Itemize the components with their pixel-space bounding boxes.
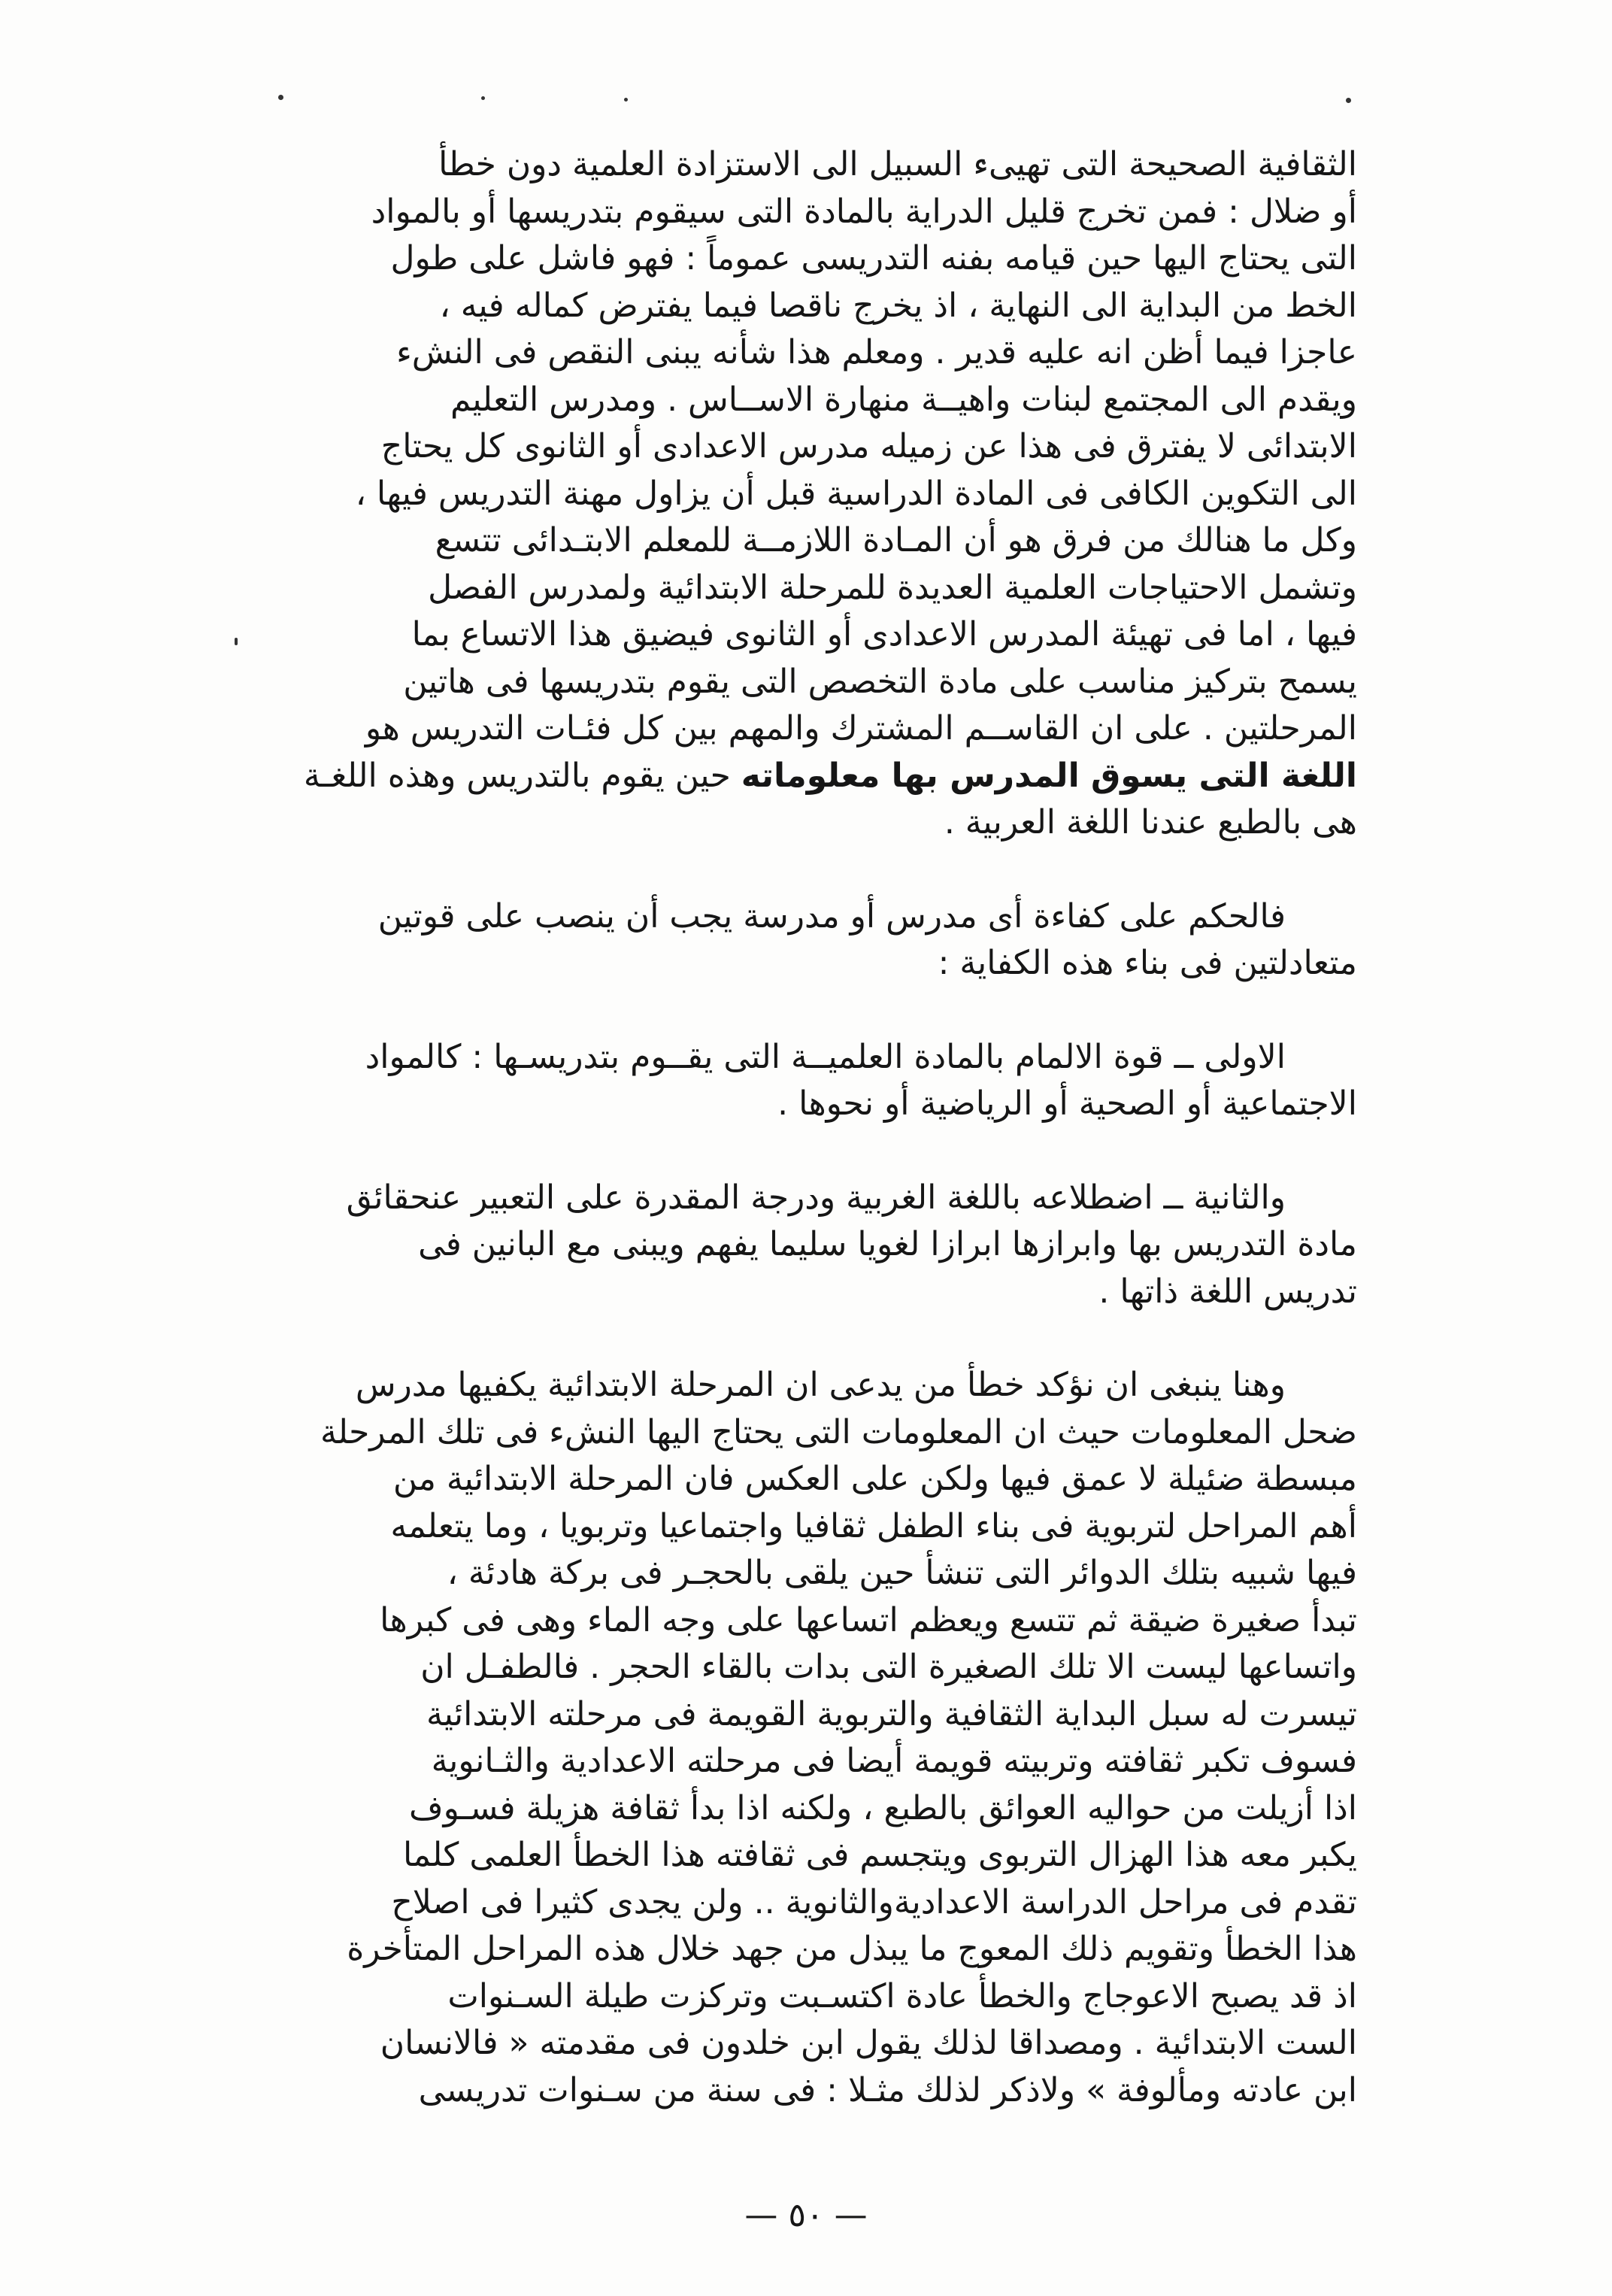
text-line: واتساعها ليست الا تلك الصغيرة التى بدات بالقاء الحجر . فالطفـل ان: [420, 1648, 1357, 1686]
text-line: والثانية ــ اضطلاعه باللغة الغربية ودرجة المقدرة على التعبير عنحقائق: [346, 1178, 1286, 1217]
text-line: مبسطة ضئيلة لا عمق فيها ولكن على العكس فان المرحلة الابتدائية من: [392, 1460, 1357, 1498]
scan-speck: [278, 95, 283, 100]
text-line: تبدأ صغيرة ضيقة ثم تتسع ويعظم اتساعها على وجه الماء وهى فى كبرها: [380, 1600, 1357, 1639]
text-line: فالحكم على كفاءة أى مدرس أو مدرسة يجب أن ينصب على قوتين: [377, 896, 1286, 936]
text-line: التى يحتاج اليها حين قيامه بفنه التدريسى عموماً : فهو فاشل على طول: [390, 239, 1357, 278]
body-text: [259, 141, 1357, 2114]
paragraph-1: [259, 141, 1357, 847]
text-line: يكبر معه هذا الهزال التربوى ويتجسم فى ثقافته هذا الخطأ العلمى كلما: [402, 1836, 1357, 1874]
text-line: متعادلتين فى بناء هذه الكفاية :: [938, 944, 1357, 982]
text-line: هى بالطبع عندنا اللغة العربية .: [944, 803, 1357, 842]
text-line: الى التكوين الكافى فى المادة الدراسية قبل أن يزاول مهنة التدريس فيها ،: [355, 474, 1357, 513]
text-line: الثقافية الصحيحة التى تهيىء السبيل الى الاستزادة العلمية دون خطأ: [438, 145, 1357, 183]
text-line: فيها شبيه بتلك الدوائر التى تنشأ حين يلقى بالحجـر فى بركة هادئة ،: [447, 1554, 1357, 1592]
text-line: تقدم فى مراحل الدراسة الاعداديةوالثانوية .. ولن يجدى كثيرا فى اصلاح: [391, 1882, 1357, 1921]
text-fragment: حين يقوم بالتدريس وهذه اللغـة: [303, 756, 741, 795]
text-line: أو ضلال : فمن تخرج قليل الدراية بالمادة التى سيقوم بتدريسها أو بالمواد: [371, 192, 1357, 231]
text-line-with-emphasis: [259, 753, 1357, 800]
text-line: الابتدائى لا يفترق فى هذا عن زميله مدرس الاعدادى أو الثانوى كل يحتاج: [380, 427, 1357, 466]
paragraph-2: [259, 893, 1357, 987]
text-line: فسوف تكبر ثقافته وتربيته قويمة أيضا فى مرحلته الاعدادية والثـانوية: [431, 1742, 1357, 1780]
text-line: وكل ما هنالك من فرق هو أن المـادة اللازمــة للمعلم الابتـدائى تتسع: [435, 521, 1357, 560]
scan-speck: [1346, 98, 1351, 103]
text-line: وهنا ينبغى ان نؤكد خطأ من يدعى ان المرحلة الابتدائية يكفيها مدرس: [355, 1366, 1286, 1404]
text-line: يسمح بتركيز مناسب على مادة التخصص التى يقوم بتدريسها فى هاتين: [403, 662, 1357, 701]
paragraph-5: [259, 1362, 1357, 2114]
text-line: أهم المراحل لتربوية فى بناء الطفل ثقافيا واجتماعيا وتربويا ، وما يتعلمه: [390, 1506, 1357, 1545]
scan-speck: [235, 638, 238, 645]
emphasized-phrase: اللغة التى يسوق المدرس بها معلوماته: [741, 756, 1357, 795]
text-line: الخط من البداية الى النهاية ، اذ يخرج ناقصا فيما يفترض كماله فيه ،: [439, 286, 1357, 325]
text-line: اذ قد يصبح الاعوجاج والخطأ عادة اكتسـبت وتركزت طيلة السـنوات: [447, 1976, 1357, 2015]
page-number: — ٥٠ —: [744, 2196, 868, 2234]
text-line: مادة التدريس بها وابرازها ابرازا لغويا سليما يفهم ويبنى مع البانين فى: [418, 1225, 1357, 1263]
text-line: ابن عادته ومألوفة » ولاذكر لذلك مثـلا : فى سنة من سـنوات تدريسى: [418, 2070, 1357, 2109]
text-line: هذا الخطأ وتقويم ذلك المعوج ما يبذل من جهد خلال هذه المراحل المتأخرة: [347, 1930, 1357, 1968]
text-line: فيها ، اما فى تهيئة المدرس الاعدادى أو الثانوى فيضيق هذا الاتساع بما: [411, 615, 1357, 654]
text-line: الاولى ــ قوة الالمام بالمادة العلميــة التى يقــوم بتدريسـها : كالمواد: [365, 1037, 1286, 1076]
scan-speck: [481, 96, 485, 100]
text-line: تدريس اللغة ذاتها .: [1098, 1272, 1357, 1311]
paragraph-4: [259, 1175, 1357, 1316]
text-line: وتشمل الاحتياجات العلمية العديدة للمرحلة الابتدائية ولمدرس الفصل: [428, 568, 1357, 607]
text-line: الاجتماعية أو الصحية أو الرياضية أو نحوها .: [777, 1084, 1357, 1123]
text-line: ويقدم الى المجتمع لبنات واهيــة منهارة الاســاس . ومدرس التعليم: [450, 380, 1357, 419]
text-line: الست الابتدائية . ومصداقا لذلك يقول ابن خلدون فى مقدمته « فالانسان: [380, 2024, 1357, 2062]
text-line: اذا أزيلت من حواليه العوائق بالطبع ، ولكنه اذا بدأ ثقافة هزيلة فسـوف: [408, 1788, 1357, 1827]
paragraph-3: [259, 1034, 1357, 1128]
text-line: المرحلتين . على ان القاســم المشترك والمهم بين كل فئـات التدريس هو: [365, 709, 1357, 748]
text-line: ضحل المعلومات حيث ان المعلومات التى يحتاج اليها النشء فى تلك المرحلة: [320, 1412, 1357, 1451]
scan-speck: [624, 98, 628, 102]
text-line: تيسرت له سبل البداية الثقافية والتربوية القويمة فى مرحلته الابتدائية: [426, 1694, 1357, 1733]
text-line: عاجزا فيما أظن انه عليه قدير . ومعلم هذا شأنه يبنى النقص فى النشء: [396, 333, 1357, 372]
